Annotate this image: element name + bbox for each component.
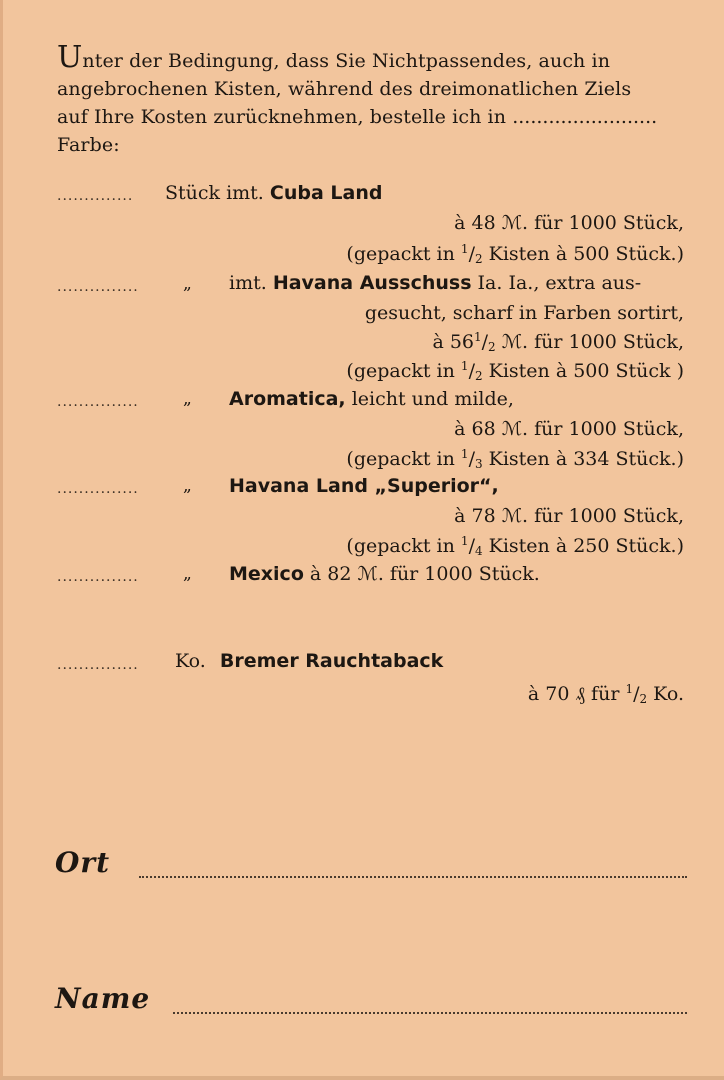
item-4-packing-den: 4 (474, 544, 483, 558)
item-3-packing-den: 3 (474, 457, 483, 471)
item-1-name: Cuba Land (269, 182, 383, 204)
initial-letter: U (57, 40, 83, 75)
item-2-price-pre: à 56 (432, 331, 474, 353)
item-3-quantity-dots[interactable]: ............... (57, 394, 139, 410)
item-3-ditto-mark: „ (183, 389, 192, 409)
item-1-quantity-dots[interactable]: .............. (57, 188, 134, 204)
intro-paragraph (57, 40, 697, 159)
item-5-name-suffix: à 82 ℳ. für 1000 Stück. (303, 563, 540, 585)
item-2-ditto-mark: „ (183, 274, 192, 294)
item-3-packing-pre: (gepackt in (346, 448, 461, 470)
item-4-ditto-mark: „ (183, 476, 192, 496)
tobacco-price-num: 1 (625, 682, 634, 696)
ort-label: Ort (55, 846, 111, 879)
item-4-name: Havana Land „Superior“, (229, 475, 499, 497)
tobacco-price: à 70 ₰ für $^1/_2$ Ko. (527, 682, 684, 706)
item-3-name-suffix: leicht und milde, (345, 388, 514, 410)
item-4-packing: (gepackt in $^1/_4$ Kisten à 250 Stück.) (346, 534, 684, 558)
name-input-line[interactable] (173, 1012, 687, 1014)
intro-line-4: Farbe: (57, 134, 120, 156)
item-2-name: Havana Ausschuss (272, 272, 472, 294)
intro-line-2: angebrochenen Kisten, während des dreimonatlichen Ziels (57, 78, 632, 100)
item-2-name-suffix: Ia. Ia., extra aus- (471, 272, 642, 294)
item-4-title (229, 475, 499, 497)
item-2-packing-pre: (gepackt in (346, 360, 461, 382)
ort-input-line[interactable] (139, 876, 687, 878)
item-5-ditto-mark: „ (183, 564, 192, 584)
item-1-packing-post: Kisten à 500 Stück.) (482, 243, 684, 265)
item-2-line-2: gesucht, scharf in Farben sortirt, (364, 302, 684, 324)
tobacco-title (175, 650, 443, 672)
item-2-packing-num: 1 (460, 359, 469, 373)
item-2-packing-post: Kisten à 500 Stück ) (482, 360, 684, 382)
item-5-title (229, 563, 540, 585)
name-label: Name (55, 982, 151, 1015)
item-4-packing-num: 1 (460, 534, 469, 548)
item-2-price: à $56^1/_2$ ℳ. für 1000 Stück, (432, 330, 684, 354)
item-2-pre: imt. (229, 272, 267, 294)
intro-line-3-text: auf Ihre Kosten zurücknehmen, bestelle ich in (57, 106, 507, 128)
item-4-quantity-dots[interactable]: ............... (57, 481, 139, 497)
tobacco-name: Bremer Rauchtaback (219, 650, 444, 672)
item-3-name: Aromatica, (229, 388, 346, 410)
intro-line-1-text: nter der Bedingung, dass Sie Nichtpassendes, auch in (82, 50, 611, 72)
item-4-packing-post: Kisten à 250 Stück.) (482, 535, 684, 557)
tobacco-price-den: 2 (639, 692, 648, 706)
item-3-price: à 68 ℳ. für 1000 Stück, (454, 418, 684, 440)
item-3-packing-num: 1 (460, 447, 469, 461)
item-2-packing: (gepackt in $^1/_2$ Kisten à 500 Stück ) (346, 359, 684, 383)
item-4-packing-pre: (gepackt in (346, 535, 461, 557)
item-1-price: à 48 ℳ. für 1000 Stück, (454, 212, 684, 234)
item-2-packing-den: 2 (474, 369, 483, 383)
item-1-title (165, 182, 382, 204)
color-fill-dots[interactable]: ........................ (512, 106, 658, 128)
item-3-title (229, 388, 514, 410)
item-2-price-num: 1 (474, 330, 482, 344)
tobacco-quantity-dots[interactable]: ............... (57, 657, 139, 673)
item-5-quantity-dots[interactable]: ............... (57, 569, 139, 585)
item-1-packing-pre: (gepackt in (346, 243, 461, 265)
item-5-name: Mexico (229, 563, 304, 585)
item-1-unit: Stück imt. (165, 182, 264, 204)
item-2-quantity-dots[interactable]: ............... (57, 279, 139, 295)
item-1-packing-num: 1 (460, 242, 469, 256)
item-2-price-post: ℳ. für 1000 Stück, (495, 331, 684, 353)
item-3-packing: (gepackt in $^1/_3$ Kisten à 334 Stück.) (346, 447, 684, 471)
tobacco-unit: Ko. (175, 650, 206, 672)
intro-line-3 (57, 103, 697, 131)
item-1-packing-den: 2 (474, 252, 483, 266)
tobacco-price-post: Ko. (647, 683, 684, 705)
item-2-price-den: 2 (488, 340, 496, 354)
item-2-title (229, 272, 641, 294)
item-4-price: à 78 ℳ. für 1000 Stück, (454, 505, 684, 527)
intro-line-1 (57, 40, 697, 75)
item-3-packing-post: Kisten à 334 Stück.) (482, 448, 684, 470)
item-1-packing: (gepackt in $^1/_2$ Kisten à 500 Stück.) (346, 242, 684, 266)
tobacco-price-pre: à 70 ₰ für (527, 683, 626, 705)
